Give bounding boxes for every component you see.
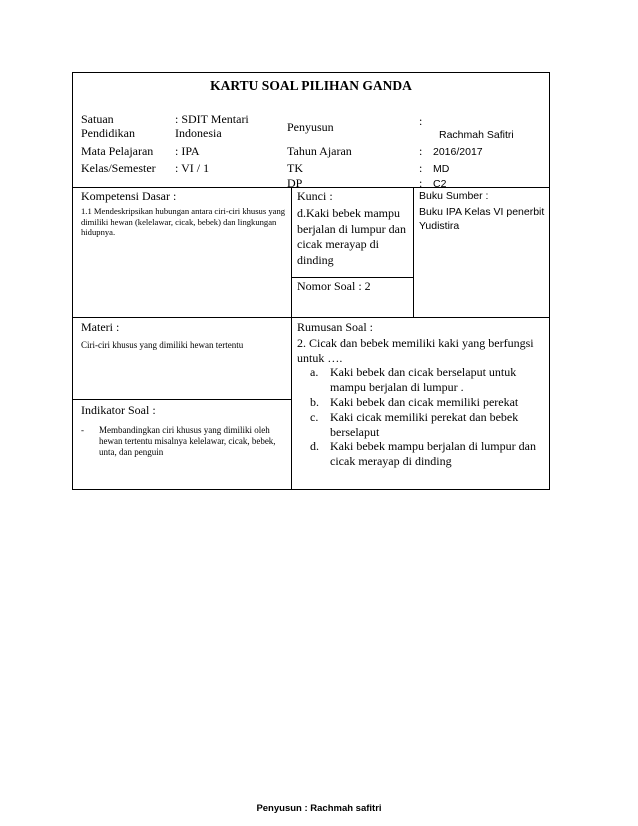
rumusan-question: 2. Cicak dan bebek memiliki kaki yang berfungsi untuk …. xyxy=(297,336,534,365)
option-text: Kaki bebek mampu berjalan di lumpur dan cicak merayap di dinding xyxy=(330,439,536,468)
satuan-label-2: Pendidikan xyxy=(81,126,135,140)
indikator-label: Indikator Soal : xyxy=(81,403,156,417)
rumusan-label: Rumusan Soal : xyxy=(297,320,374,334)
tk-label: TK xyxy=(287,161,303,175)
divider-col-right xyxy=(413,187,414,317)
option-letter: c. xyxy=(310,410,319,424)
satuan-value: : SDIT Mentari xyxy=(175,112,249,126)
option-letter: b. xyxy=(310,395,319,409)
option-text: Kaki bebek dan cicak memiliki perekat xyxy=(330,395,519,409)
kunci-label: Kunci : xyxy=(297,189,333,203)
option-letter: a. xyxy=(310,365,319,379)
mapel-value: : IPA xyxy=(175,144,200,158)
materi-label: Materi : xyxy=(81,320,120,334)
satuan-value-2: Indonesia xyxy=(175,126,222,140)
question-card xyxy=(72,72,550,490)
buku-text: Buku IPA Kelas VI penerbit Yudistira xyxy=(419,206,545,232)
dp-value: C2 xyxy=(433,178,447,190)
tahun-value: 2016/2017 xyxy=(433,146,483,158)
dp-label: DP xyxy=(287,176,303,190)
penyusun-value: Rachmah Safitri xyxy=(439,129,514,141)
penyusun-colon: : xyxy=(419,114,423,128)
tahun-label: Tahun Ajaran xyxy=(287,144,352,158)
divider-col-left xyxy=(291,187,292,489)
kd-label: Kompetensi Dasar : xyxy=(81,189,177,203)
materi-text: Ciri-ciri khusus yang dimiliki hewan tertentu xyxy=(81,340,244,350)
penyusun-label: Penyusun xyxy=(287,120,334,134)
mapel-label: Mata Pelajaran xyxy=(81,144,154,158)
divider-materi-indikator xyxy=(73,399,291,400)
tahun-colon: : xyxy=(419,144,423,158)
dp-colon: : xyxy=(419,176,423,190)
divider-middle xyxy=(73,317,549,318)
indikator-dash: - xyxy=(81,425,84,435)
nomor-soal: Nomor Soal : 2 xyxy=(297,279,371,293)
divider-header xyxy=(73,187,549,188)
tk-value: MD xyxy=(433,163,450,175)
kunci-text: d.Kaki bebek mampu berjalan di lumpur dan cicak merayap di dinding xyxy=(297,206,406,267)
kd-text: 1.1 Mendeskripsikan hubungan antara ciri-ciri khusus yang dimiliki hewan (kelelawar, cicak, bebek) dan lingkungan hidupnya. xyxy=(81,206,286,237)
satuan-label: Satuan xyxy=(81,112,114,126)
indikator-text: Membandingkan ciri khusus yang dimiliki oleh hewan tertentu misalnya kelelawar, cicak, bebek, unta, dan penguin xyxy=(99,425,276,457)
kelas-label: Kelas/Semester xyxy=(81,161,156,175)
page-footer: Penyusun : Rachmah safitri xyxy=(256,803,382,814)
option-letter: d. xyxy=(310,439,319,453)
kelas-value: : VI / 1 xyxy=(175,161,210,175)
card-title: KARTU SOAL PILIHAN GANDA xyxy=(210,78,412,93)
option-text: Kaki bebek dan cicak berselaput untuk mampu berjalan di lumpur . xyxy=(330,365,517,394)
tk-colon: : xyxy=(419,161,423,175)
divider-kunci-nomor xyxy=(291,277,413,278)
buku-label: Buku Sumber : xyxy=(419,190,489,202)
option-text: Kaki cicak memiliki perekat dan bebek berselaput xyxy=(330,410,519,439)
